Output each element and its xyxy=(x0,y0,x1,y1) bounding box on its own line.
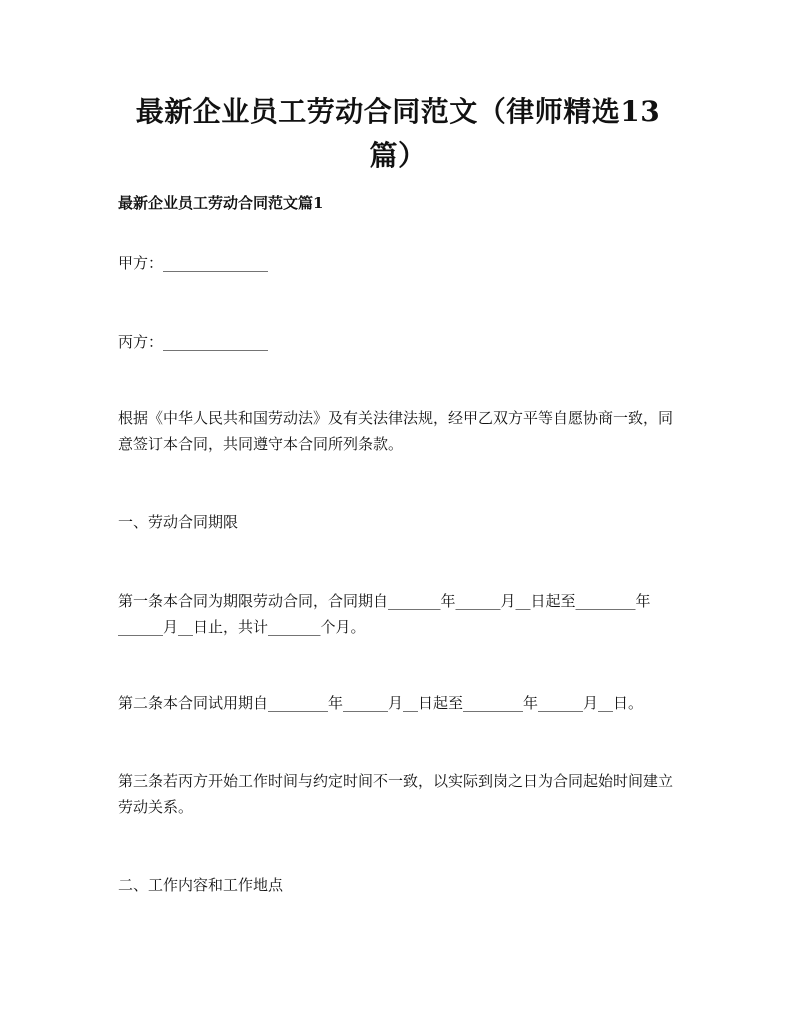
article-2: 第二条本合同试用期自________年______月__日起至________年______月__日。 xyxy=(118,694,644,712)
document-title: 最新企业员工劳动合同范文（律师精选13篇） xyxy=(135,95,661,172)
section-1-title: 一、劳动合同期限 xyxy=(118,513,239,531)
section-heading: 最新企业员工劳动合同范文篇1 xyxy=(118,194,324,212)
party-c-line: 丙方：______________ xyxy=(118,333,269,351)
article-1: 第一条本合同为期限劳动合同，合同期自_______年______月__日起至________年______月__日止，共计_______个月。 xyxy=(118,592,651,636)
article-3: 第三条若丙方开始工作时间与约定时间不一致，以实际到岗之日为合同起始时间建立劳动关系。 xyxy=(118,772,674,816)
party-a-line: 甲方：______________ xyxy=(118,254,269,272)
intro-paragraph: 根据《中华人民共和国劳动法》及有关法律法规，经甲乙双方平等自愿协商一致，同意签订本合同，共同遵守本合同所列条款。 xyxy=(118,409,674,453)
section-2-title: 二、工作内容和工作地点 xyxy=(118,876,284,894)
